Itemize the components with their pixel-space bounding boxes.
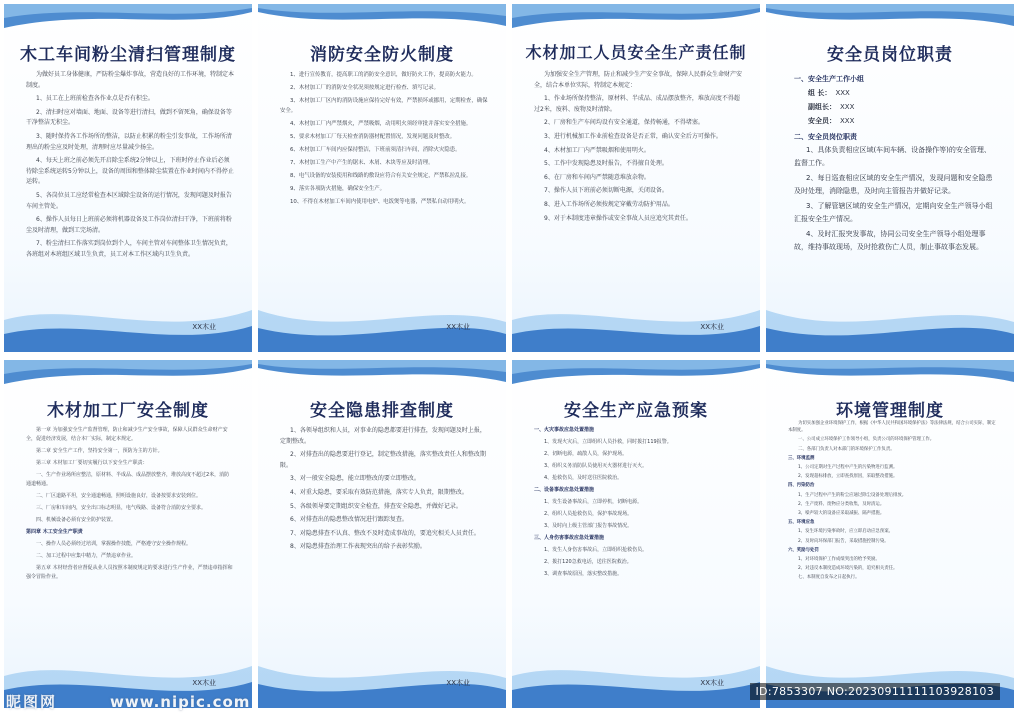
paragraph: 5、工作中发现隐患及时报告，不得擅自处理。	[544, 160, 668, 168]
paragraph: 二、加工过程中应集中精力，严禁违章作业。	[36, 553, 137, 559]
wave-top-decoration	[258, 360, 506, 400]
paragraph: 1、发现火灾后，立即组织人员扑救，同时拨打119报警。	[544, 439, 672, 445]
member-role: 安全员：	[808, 117, 836, 125]
paragraph: 6、操作人员每日上班前必须将机器设备及工作岗位清扫干净，下班前将粉尘及时清理，做到工完场清。	[26, 216, 232, 234]
section-heading: 二、安全员岗位职责	[794, 133, 857, 141]
footer-org: XX木业	[446, 679, 470, 687]
wave-top-decoration	[512, 360, 760, 400]
paragraph: 9、落实各项防火措施，确保安全生产。	[290, 186, 386, 192]
board-body	[280, 70, 488, 304]
member-name: XXX	[835, 89, 850, 97]
paragraph: 1、对环境保护工作成绩突出的给予奖励。	[798, 557, 880, 563]
paragraph: 4、木材加工厂内严禁吸烟和使用明火。	[544, 146, 650, 154]
member-role: 副组长：	[808, 103, 836, 111]
footer-org: XX木业	[446, 323, 470, 331]
paragraph: 7、木材加工生产中产生的锯末、木屑、木块等应及时清理。	[290, 160, 434, 166]
paragraph: 2、及时向环保部门报告，采取措施控制污染。	[798, 538, 889, 544]
section-heading: 三、环境监测	[788, 455, 815, 461]
paragraph: 6、木材加工厂车间内应保持整洁，下班前须清扫车间，消除火灾隐患。	[290, 147, 461, 153]
paragraph: 第三章 木材加工厂要切实履行以下安全生产职责：	[36, 460, 148, 466]
paragraph: 第二章 安全生产工作，坚持安全第一，预防为主的方针。	[36, 448, 163, 454]
footer-org: XX木业	[700, 679, 724, 687]
paragraph: 9、对于本制度违章操作或安全事故人员应追究其责任。	[544, 214, 692, 222]
paragraph: 二、厂区道路平坦，安全通道畅通，照明设施良好，设备按要求安装到位。	[36, 493, 202, 499]
paragraph: 2、发现超标排放，立即查找原因，采取整改措施。	[798, 474, 898, 480]
section-heading: 二、设备事故应急处置措施	[534, 487, 595, 493]
footer-org: XX木业	[192, 323, 216, 331]
paragraph: 4、抢救伤员，及时送往医院救治。	[544, 475, 623, 481]
paragraph: 1、公司定期对生产过程中产生的污染物进行监测。	[798, 465, 898, 471]
paragraph: 第五章 木材经营者应督促从业人员按照本制度规定的要求进行生产作业，严禁违章指挥和强令冒险作业。	[26, 565, 233, 580]
wave-bottom-decoration	[512, 290, 760, 352]
paragraph: 5、各级领导要定期组织安全检查，排查安全隐患，并做好记录。	[290, 502, 462, 510]
paragraph: 2、木材加工厂的消防安全状况须按规定进行检查、填写记录。	[290, 85, 439, 91]
section-heading: 五、环境应急	[788, 520, 815, 526]
board-fire-safety	[258, 4, 506, 352]
officer-list	[794, 70, 996, 256]
board-body	[788, 420, 996, 660]
paragraph: 为切实加强企业环境保护工作，根据《中华人民共和国环境保护法》等法律法规，结合公司实际，制定本制度。	[788, 421, 996, 434]
paragraph: 为做好员工身体健康，严防粉尘爆炸事故，营造良好的工作环境，特制定本制度。	[26, 71, 234, 89]
paragraph: 1、发生环境污染事故时，应立即启动应急预案。	[798, 529, 893, 535]
paragraph: 4、木材加工厂内严禁烟火，严禁吸烟，动用明火须经审批并落实安全措施。	[290, 121, 472, 127]
wave-bottom-decoration	[258, 646, 506, 708]
footer-org: XX木业	[192, 679, 216, 687]
paragraph: 5、要求木材加工厂每天检查消防器材配置情况，发现问题及时整改。	[290, 134, 456, 140]
member-row	[794, 114, 996, 128]
paragraph: 一、公司成立环境保护工作领导小组，负责公司的环境保护管理工作。	[798, 437, 935, 443]
paragraph: 10、不得在木材加工车间内使用电炉、电饭煲等电器，严禁私自动用明火。	[290, 199, 470, 205]
watermark-logo: 昵图网	[6, 693, 58, 711]
paragraph: 2、切断电源，疏散人员，保护现场。	[544, 451, 628, 457]
paragraph: 5、各岗位员工应经常检查本区域除尘设备的运行情况，发现问题及时报告车间主管处。	[26, 191, 232, 210]
board-body	[534, 426, 742, 660]
paragraph: 4、每天上班之前必须先开启除尘系统2分钟以上，下班时停止作业后必须待除尘系统运转5分钟以上，设备的周围和整体除尘装置在作业时间内不得停止运转。	[26, 157, 234, 186]
paragraph: 2、组织人员抢救伤员，保护事故现场。	[544, 511, 633, 517]
paragraph: 1、发生人身伤害事故后，立即组织抢救伤员。	[544, 547, 648, 553]
section-heading: 一、安全生产工作小组	[794, 75, 864, 83]
paragraph: 8、对隐患排查治理工作表现突出的给予表彰奖励。	[290, 543, 426, 551]
paragraph: 2、对排查出的隐患要进行登记，制定整改措施，落实整改责任人和整改期限。	[280, 451, 486, 469]
paragraph: 1、生产过程中产生的粉尘应通过除尘设备处理后排放。	[798, 492, 907, 498]
paragraph: 1、发生设备事故后，立即停机，切断电源。	[544, 499, 643, 505]
paragraph: 2、拨打120急救电话，送往医院救治。	[544, 559, 632, 565]
member-role: 组 长：	[808, 89, 832, 97]
paragraph: 2、对违反本制度造成环境污染的，追究相关责任。	[798, 566, 898, 572]
section-heading: 一、火灾事故应急处置措施	[534, 427, 595, 433]
paragraph: 3、噪声较大的设备应采取减振、隔声措施。	[798, 511, 885, 517]
paragraph: 1、员工在上班前检查各作业点是否有积尘。	[36, 95, 154, 103]
paragraph: 4、对重大隐患，要采取有效防范措施，落实专人负责，限期整改。	[290, 488, 468, 496]
watermark-url: www.nipic.com	[110, 693, 251, 711]
board-title: 安全隐患排查制度	[310, 401, 454, 421]
paragraph: 3、组织义务消防队员使用灭火器材进行灭火。	[544, 463, 648, 469]
paragraph: 1、各领导组织和人员，对事业的隐患都要进行排查，发现问题及时上报，定期整改。	[280, 427, 486, 445]
paragraph: 3、了解管辖区域的安全生产情况，定期向安全生产领导小组汇报安全生产情况。	[794, 202, 993, 223]
paragraph: 三、厂房和车间内，安全出口标志明显，电气线路、设备符合消防安全要求。	[36, 505, 207, 511]
paragraph: 3、调查事故原因，落实整改措施。	[544, 571, 623, 577]
wave-top-decoration	[766, 4, 1014, 44]
board-title: 木材加工人员安全生产责任制	[525, 43, 747, 62]
board-title: 木工车间粉尘清扫管理制度	[20, 45, 236, 65]
member-row	[794, 100, 996, 114]
paragraph: 3、进行机械加工作业前检查设备是否正常，确认安全后方可操作。	[544, 132, 722, 140]
image-id-stamp: ID:7853307 NO:20230911111103928103	[750, 683, 1000, 700]
wave-top-decoration	[4, 360, 252, 400]
paragraph: 第一章 为加强安全生产监督管理，防止和减少生产安全事故，保障人民群众生命财产安全，促进经济发展，结合本厂实际，制定本规定。	[26, 427, 228, 442]
board-body	[280, 426, 488, 660]
paragraph: 2、厂房和生产车间均设有安全通道，保持畅通，不得堵塞。	[544, 119, 704, 127]
board-title: 安全员岗位职责	[827, 45, 953, 65]
board-title: 安全生产应急预案	[564, 401, 708, 421]
board-body	[534, 70, 742, 304]
paragraph: 为加强安全生产管理，防止和减少生产安全事故，保障人民群众生命财产安全，结合本单位实际，特制定本规定：	[534, 71, 742, 89]
member-name: XXX	[840, 103, 855, 111]
wave-top-decoration	[766, 360, 1014, 400]
wave-top-decoration	[4, 4, 252, 44]
paragraph: 1、进行宣传教育，提高职工的消防安全意识，做好防火工作，提高防火能力。	[290, 72, 477, 78]
board-title: 木材加工厂安全制度	[47, 401, 209, 421]
wave-bottom-decoration	[766, 290, 1014, 352]
paragraph: 2、每日巡查相应区域的安全生产情况，发现问题和安全隐患及时处理，消除隐患，及时向主管报告并做好记录。	[794, 174, 993, 195]
wave-bottom-decoration	[258, 290, 506, 352]
paragraph: 3、木材加工厂区内的消防设施应保持完好有效，严禁损坏或挪用，定期检查，确保安全。	[280, 98, 488, 114]
paragraph: 1、作业场所保持整洁，原材料、半成品、成品摆放整齐，堆放高度不得超过2米，废料、废物及时清除。	[534, 95, 740, 113]
board-title: 环境管理制度	[836, 401, 944, 421]
board-title: 消防安全防火制度	[310, 45, 454, 65]
member-name: XXX	[840, 117, 855, 125]
paragraph: 七、本制度自发布之日起执行。	[798, 575, 860, 581]
footer-org: XX木业	[700, 323, 724, 331]
paragraph: 8、进入工作场所必须按规定穿戴劳动防护用品。	[544, 200, 674, 208]
wave-top-decoration	[512, 4, 760, 44]
wave-bottom-decoration	[512, 646, 760, 708]
paragraph: 二、各部门负责人对本部门的环境保护工作负责。	[798, 446, 895, 452]
board-body	[26, 426, 234, 660]
board-safety-officer	[766, 4, 1014, 352]
board-emergency-plan	[512, 360, 760, 708]
paragraph: 7、对隐患排查不认真、整改不及时造成事故的，要追究相关人员责任。	[290, 529, 480, 537]
paragraph: 3、对一般安全隐患，能立即整改的要立即整改。	[290, 475, 420, 483]
paragraph: 2、清扫时应对墙面、地面、设备等进行清扫，做到不留死角，确保设备等干净整洁无积尘。	[26, 108, 232, 127]
paragraph: 2、生产废料、废物应分类收集，及时清运。	[798, 501, 885, 507]
chapter-heading: 第四章 木工安全生产职责	[26, 529, 83, 535]
board-body	[26, 70, 234, 304]
board-environment	[766, 360, 1014, 708]
paragraph: 7、粉尘清扫工作落实到岗位到个人，车间主管对车间整体卫生情况负责，各班组对本班组区域卫生负责，员工对本工作区域内卫生负责。	[26, 240, 232, 258]
board-dust-management	[4, 4, 252, 352]
paragraph: 4、及时汇报突发事故，协同公司安全生产领导小组处理事故，维持事故现场，及时抢救伤亡人员，制止事故事态发展。	[794, 230, 986, 251]
paragraph: 8、电气设备的安装使用和线路的敷设应符合有关安全规定，严禁私拉乱接。	[290, 173, 472, 179]
paragraph: 1、具体负责相应区域(车间车辆、设备操作等)的安全管理、监督工作。	[794, 146, 991, 167]
paragraph: 四、机械设备必须有安全防护装置。	[36, 517, 117, 523]
section-heading: 六、奖励与处罚	[788, 547, 819, 553]
member-row	[794, 86, 996, 100]
paragraph: 3、及时向上级主管部门报告事故情况。	[544, 523, 633, 529]
paragraph: 一、操作人员必须经过培训，掌握操作技能，严格遵守安全操作规程。	[36, 541, 192, 547]
section-heading: 四、污染防治	[788, 483, 815, 489]
paragraph: 一、生产作业场所应整洁，原材料、半成品、成品摆放整齐，堆放高度不超过2米，消防通道畅通。	[26, 472, 230, 487]
paragraph: 3、随时保持各工作场所的整洁，以防止积累的粉尘引发事故，工作场所清理出的粉尘应及时处理，清理时应尽量减少扬尘。	[26, 132, 232, 151]
board-responsibility	[512, 4, 760, 352]
section-heading: 三、人身伤害事故应急处置措施	[534, 535, 605, 541]
board-hazard-inspection	[258, 360, 506, 708]
wave-top-decoration	[258, 4, 506, 44]
board-factory-safety	[4, 360, 252, 708]
paragraph: 7、操作人员下班前必须切断电源，关闭设备。	[544, 187, 668, 195]
wave-bottom-decoration	[4, 290, 252, 352]
paragraph: 6、对排查出的隐患整改情况进行跟踪复查。	[290, 516, 408, 524]
paragraph: 6、在厂房和车间内严禁随意堆放杂物。	[544, 173, 650, 181]
